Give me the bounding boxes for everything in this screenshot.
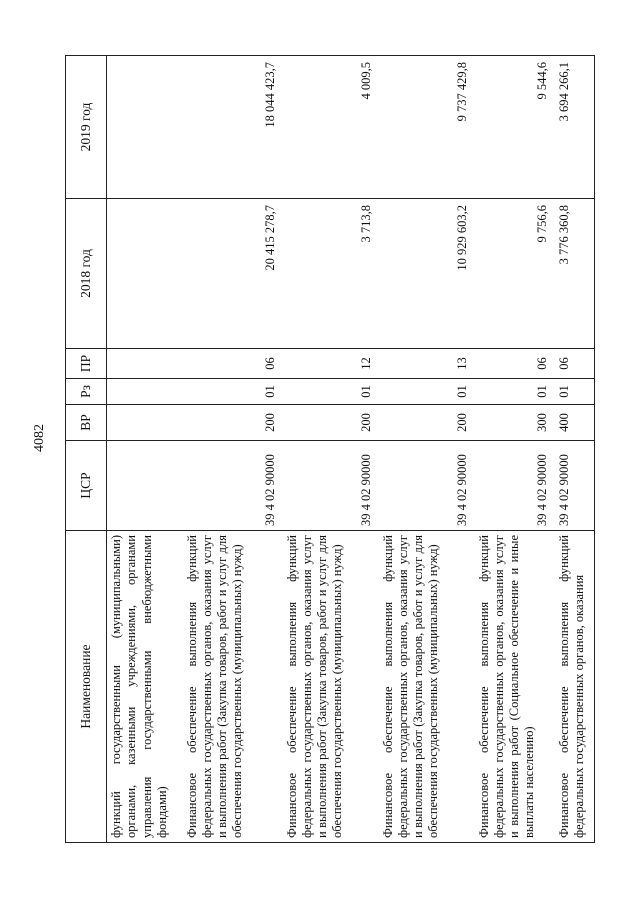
table-header-row xyxy=(66,56,107,843)
row-rz: 01 xyxy=(283,379,379,405)
table-row xyxy=(107,56,183,843)
row-name: Финансовое обеспечение выполнения функций федеральных государственных органов, оказания услуг и выполнения работ (Закупка товаров, работ и услуг для обеспечения государственных (муниципальных) нужд) xyxy=(379,531,475,843)
row-pr: 06 xyxy=(555,349,595,379)
header-pr: ПР xyxy=(66,349,107,379)
row-2019: 9 544,6 xyxy=(475,56,555,199)
row-vr: 200 xyxy=(379,405,475,441)
row-rz: 01 xyxy=(475,379,555,405)
row-csr: 39 4 02 90000 xyxy=(379,441,475,531)
row-name: Финансовое обеспечение выполнения функций федеральных государственных органов, оказания услуг и выполнения работ (Закупка товаров, работ и услуг для обеспечения государственных (муниципальных) нужд) xyxy=(183,531,283,843)
row-vr: 300 xyxy=(475,405,555,441)
row-2019: 9 737 429,8 xyxy=(379,56,475,199)
table-row xyxy=(283,56,379,843)
row-rz: 01 xyxy=(379,379,475,405)
header-rz: Рз xyxy=(66,379,107,405)
row-pr: 13 xyxy=(379,349,475,379)
table-row xyxy=(475,56,555,843)
row-vr: 200 xyxy=(283,405,379,441)
row-2018: 9 756,6 xyxy=(475,199,555,349)
row-pr: 12 xyxy=(283,349,379,379)
row-vr: 400 xyxy=(555,405,595,441)
row-name: функций государственными (муниципальными) органами, казенными учреждениями, органами управления государственными внебюджетными фондами) xyxy=(107,531,183,843)
row-name: Финансовое обеспечение выполнения функций федеральных государственных органов, оказания услуг и выполнения работ (Социальное обеспечение и иные выплаты населению) xyxy=(475,531,555,843)
row-2019: 3 694 266,1 xyxy=(555,56,595,199)
table-row xyxy=(379,56,475,843)
row-2018: 3 713,8 xyxy=(283,199,379,349)
header-name: Наименование xyxy=(66,531,107,843)
header-2018: 2018 год xyxy=(66,199,107,349)
row-pr xyxy=(107,349,183,379)
row-vr: 200 xyxy=(183,405,283,441)
table-row xyxy=(555,56,595,843)
row-2018: 20 415 278,7 xyxy=(183,199,283,349)
header-csr: ЦСР xyxy=(66,441,107,531)
page-number: 4082 xyxy=(32,424,47,452)
budget-table xyxy=(65,55,595,843)
row-rz xyxy=(107,379,183,405)
row-2019: 18 044 423,7 xyxy=(183,56,283,199)
row-2019: 4 009,5 xyxy=(283,56,379,199)
row-pr: 06 xyxy=(475,349,555,379)
header-vr: ВР xyxy=(66,405,107,441)
row-2018: 3 776 360,8 xyxy=(555,199,595,349)
budget-table-rotated xyxy=(65,56,593,843)
row-csr: 39 4 02 90000 xyxy=(183,441,283,531)
row-vr xyxy=(107,405,183,441)
row-name: Финансовое обеспечение выполнения функций федеральных государственных органов, оказания xyxy=(555,531,595,843)
row-2018: 10 929 603,2 xyxy=(379,199,475,349)
row-name: Финансовое обеспечение выполнения функций федеральных государственных органов, оказания услуг и выполнения работ (Закупка товаров, работ и услуг для обеспечения государственных (муниципальных) нужд) xyxy=(283,531,379,843)
row-2019 xyxy=(107,56,183,199)
row-rz: 01 xyxy=(555,379,595,405)
header-2019: 2019 год xyxy=(66,56,107,199)
row-csr: 39 4 02 90000 xyxy=(283,441,379,531)
row-rz: 01 xyxy=(183,379,283,405)
table-row xyxy=(183,56,283,843)
row-csr: 39 4 02 90000 xyxy=(555,441,595,531)
row-2018 xyxy=(107,199,183,349)
row-csr: 39 4 02 90000 xyxy=(475,441,555,531)
row-csr xyxy=(107,441,183,531)
row-pr: 06 xyxy=(183,349,283,379)
